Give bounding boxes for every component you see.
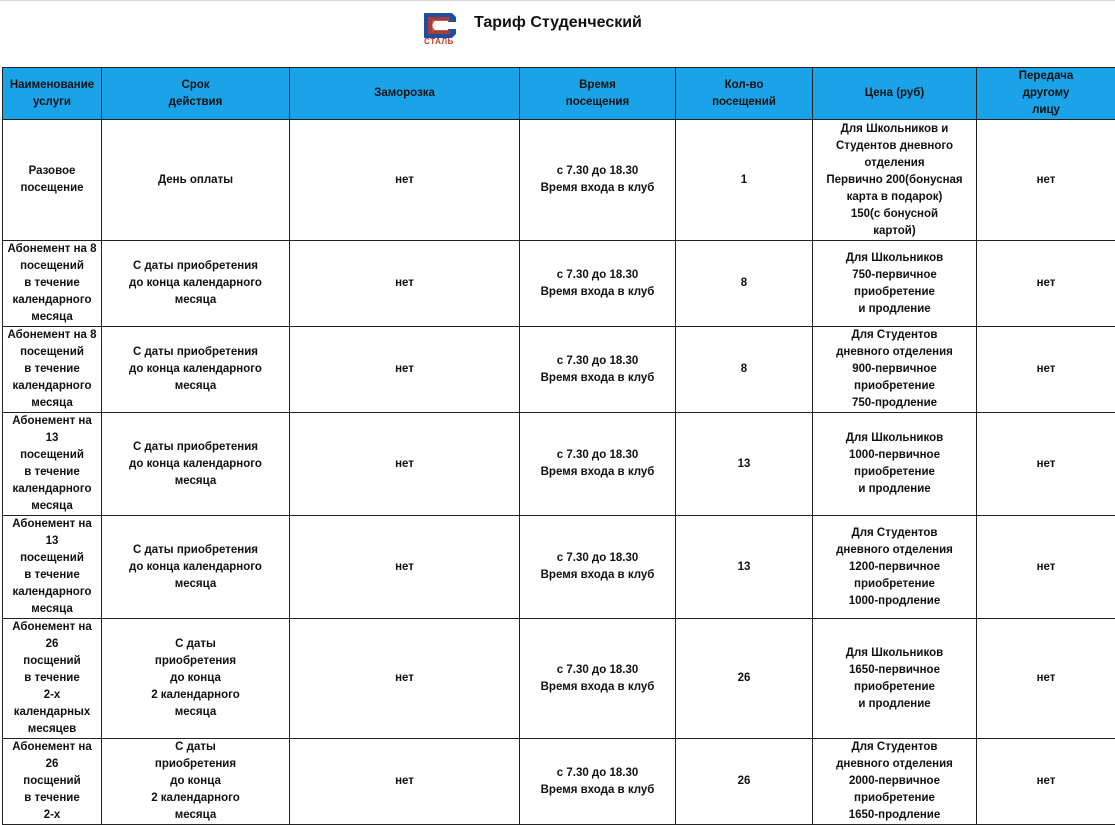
cell-validity: С даты приобретения до конца 2 календарного месяца	[102, 619, 290, 739]
column-header-validity: Срок действия	[102, 68, 290, 120]
page-header	[0, 0, 1115, 66]
cell-service: Абонемент на 26 посщений в течение 2-х календарных месяцев	[3, 619, 102, 739]
cell-price: Для Студентов дневного отделения 2000-первичное приобретение 1650-продление	[813, 739, 977, 825]
table-row	[3, 516, 1115, 619]
cell-visit-time: с 7.30 до 18.30 Время входа в клуб	[520, 619, 676, 739]
cell-visit-count: 1	[676, 120, 813, 241]
column-header-visit-count: Кол-во посещений	[676, 68, 813, 120]
cell-visit-count: 13	[676, 413, 813, 516]
column-header-visit-time: Время посещения	[520, 68, 676, 120]
cell-visit-count: 8	[676, 327, 813, 413]
cell-validity: С даты приобретения до конца календарного месяца	[102, 516, 290, 619]
cell-price: Для Школьников 750-первичное приобретение и продление	[813, 241, 977, 327]
cell-service: Абонемент на 8 посещений в течение календарного месяца	[3, 327, 102, 413]
cell-service: Абонемент на 26 посщений в течение 2-х	[3, 739, 102, 825]
logo-text: СТАЛЬ	[418, 37, 460, 46]
cell-validity: С даты приобретения до конца 2 календарного месяца	[102, 739, 290, 825]
cell-transfer: нет	[977, 739, 1115, 825]
table-row	[3, 120, 1115, 241]
cell-service: Абонемент на 13 посещений в течение календарного месяца	[3, 413, 102, 516]
cell-visit-count: 8	[676, 241, 813, 327]
column-header-freeze: Заморозка	[290, 68, 520, 120]
cell-service: Разовое посещение	[3, 120, 102, 241]
tariff-table	[2, 67, 1115, 825]
cell-transfer: нет	[977, 327, 1115, 413]
cell-freeze: нет	[290, 739, 520, 825]
cell-price: Для Студентов дневного отделения 1200-первичное приобретение 1000-продление	[813, 516, 977, 619]
cell-transfer: нет	[977, 241, 1115, 327]
cell-price: Для Школьников 1000-первичное приобретение и продление	[813, 413, 977, 516]
cell-price: Для Школьников 1650-первичное приобретение и продление	[813, 619, 977, 739]
page-title: Тариф Студенческий	[474, 14, 642, 32]
cell-visit-time: с 7.30 до 18.30 Время входа в клуб	[520, 413, 676, 516]
column-header-price: Цена (руб)	[813, 68, 977, 120]
cell-transfer: нет	[977, 619, 1115, 739]
cell-service: Абонемент на 13 посещений в течение календарного месяца	[3, 516, 102, 619]
cell-visit-count: 13	[676, 516, 813, 619]
table-header-row	[3, 68, 1115, 120]
cell-transfer: нет	[977, 516, 1115, 619]
cell-freeze: нет	[290, 241, 520, 327]
cell-freeze: нет	[290, 327, 520, 413]
cell-visit-time: с 7.30 до 18.30 Время входа в клуб	[520, 516, 676, 619]
cell-validity: С даты приобретения до конца календарного месяца	[102, 327, 290, 413]
table-row	[3, 619, 1115, 739]
table-row	[3, 241, 1115, 327]
table-row	[3, 327, 1115, 413]
cell-price: Для Школьников и Студентов дневного отделения Первично 200(бонусная карта в подарок) 150(с бонусной картой)	[813, 120, 977, 241]
cell-validity: С даты приобретения до конца календарного месяца	[102, 413, 290, 516]
cell-transfer: нет	[977, 413, 1115, 516]
table-row	[3, 739, 1115, 825]
cell-freeze: нет	[290, 619, 520, 739]
cell-freeze: нет	[290, 120, 520, 241]
cell-freeze: нет	[290, 516, 520, 619]
column-header-service: Наименование услуги	[3, 68, 102, 120]
cell-visit-time: с 7.30 до 18.30 Время входа в клуб	[520, 241, 676, 327]
cell-validity: День оплаты	[102, 120, 290, 241]
cell-freeze: нет	[290, 413, 520, 516]
cell-validity: С даты приобретения до конца календарного месяца	[102, 241, 290, 327]
table-row	[3, 413, 1115, 516]
cell-transfer: нет	[977, 120, 1115, 241]
cell-price: Для Студентов дневного отделения 900-первичное приобретение 750-продление	[813, 327, 977, 413]
cell-visit-count: 26	[676, 739, 813, 825]
cell-service: Абонемент на 8 посещений в течение календарного месяца	[3, 241, 102, 327]
column-header-transfer: Передача другому лицу	[977, 68, 1115, 120]
cell-visit-count: 26	[676, 619, 813, 739]
cell-visit-time: с 7.30 до 18.30 Время входа в клуб	[520, 739, 676, 825]
cell-visit-time: с 7.30 до 18.30 Время входа в клуб	[520, 120, 676, 241]
cell-visit-time: с 7.30 до 18.30 Время входа в клуб	[520, 327, 676, 413]
